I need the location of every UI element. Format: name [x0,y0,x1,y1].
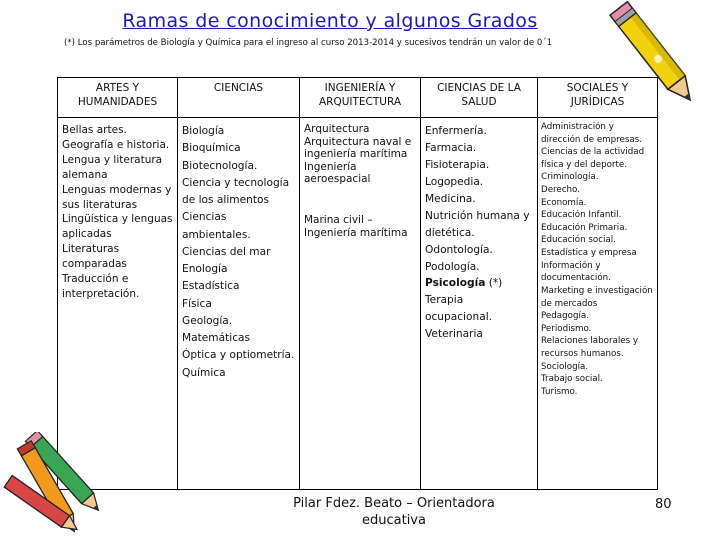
list-item: Ciencias del mar [182,245,271,258]
col-ingenieria [300,118,421,490]
list-item: Odontología. [425,243,493,256]
list-item: Arquitectura naval e ingeniería marítima [304,135,412,161]
list-item: Biología [182,125,225,137]
col-sociales [538,118,658,490]
header-sociales: SOCIALES Y JURÍDICAS [538,78,658,118]
list-item: Educación Primaria. [541,222,628,233]
list-item: Medicina. [425,192,476,205]
list-item: Marina civil – Ingeniería marítima [304,213,408,239]
list-item: Ingeniería aeroespacial [304,160,371,186]
list-item: Nutrición humana y dietética. [425,209,530,239]
list-item: Derecho. [541,185,580,196]
list-item: Periodismo. [541,323,592,334]
list-item: Pedagogía. [541,311,589,322]
list-item-psicologia [425,275,533,292]
list-item: Estadística [182,280,240,293]
page-number: 80 [655,497,672,512]
list-item: Enfermería. [425,125,487,137]
col-ciencias [178,118,300,490]
list-item: Terapia ocupacional. [425,294,493,324]
list-item: Educación Infantil. [541,210,622,221]
list-item: Educación social. [541,235,616,246]
col-salud [421,118,538,490]
page-title: Ramas de conocimiento y algunos Grados [122,10,538,32]
list-item: Lengua y literatura alemana [62,153,163,181]
list-item: Ciencia y tecnología de los alimentos [182,176,290,207]
list-item: Geología. [182,314,233,327]
psicologia-asterisk: (*) [485,277,503,290]
list-item: Información y documentación. [541,260,611,284]
pencils-icon [0,432,110,540]
list-item: Enología [182,263,228,276]
list-item: Traducción e interpretación. [62,273,140,300]
list-item: Lenguas modernas y sus literaturas [62,183,172,211]
list-item: Podología. [425,260,480,273]
list-item: Turismo. [541,386,578,397]
list-item: Relaciones laborales y recursos humanos. [541,336,639,359]
list-item: Trabajo social. [541,374,603,385]
psicologia-label: Psicología [425,277,486,290]
list-item: Química [182,366,226,379]
list-item: Administración y dirección de empresas. [541,122,643,145]
list-item: Fisioterapia. [425,158,490,171]
header-ingenieria: INGENIERÍA Y ARQUITECTURA [300,78,421,118]
list-item: Literaturas comparadas [62,243,127,271]
list-item: Matemáticas [182,332,251,345]
degrees-table [57,77,658,490]
footnote-parameters: (*) Los parámetros de Biología y Química para el ingreso al curso 2013-2014 y sucesivos tendrán un valor de 0´1 [64,38,553,48]
list-item: Sociología. [541,361,589,372]
list-item: Arquitectura [304,123,370,135]
list-item: Ciencias ambientales. [182,211,251,241]
list-item: Veterinaria [425,328,483,341]
list-item: Ciencias de la actividad física y del deporte. [541,147,645,170]
list-item: Bellas artes. [62,124,127,136]
table-body-row [58,118,658,490]
list-item: Farmacia. [425,141,477,154]
list-item: Óptica y optiometría. [182,349,295,362]
list-item: Marketing e investigación de mercados [541,285,653,309]
header-artes: ARTES Y HUMANIDADES [58,78,178,118]
list-item: Geografía e historia. [62,138,170,151]
list-item: Logopedia. [425,175,484,188]
table-header-row [58,78,658,118]
header-ciencias: CIENCIAS [178,78,300,118]
list-item: Bioquímica [182,142,241,155]
list-item: Economía. [541,197,587,208]
header-salud: CIENCIAS DE LA SALUD [421,78,538,118]
footer-author: Pilar Fdez. Beato – Orientadora educativa [293,496,495,528]
list-item: Criminología. [541,172,599,183]
list-item: Biotecnología. [182,159,258,172]
pencil-icon [590,0,720,110]
list-item: Física [182,297,212,310]
list-item: Lingüística y lenguas aplicadas [62,213,173,241]
list-item: Estadística y empresa [541,248,637,259]
